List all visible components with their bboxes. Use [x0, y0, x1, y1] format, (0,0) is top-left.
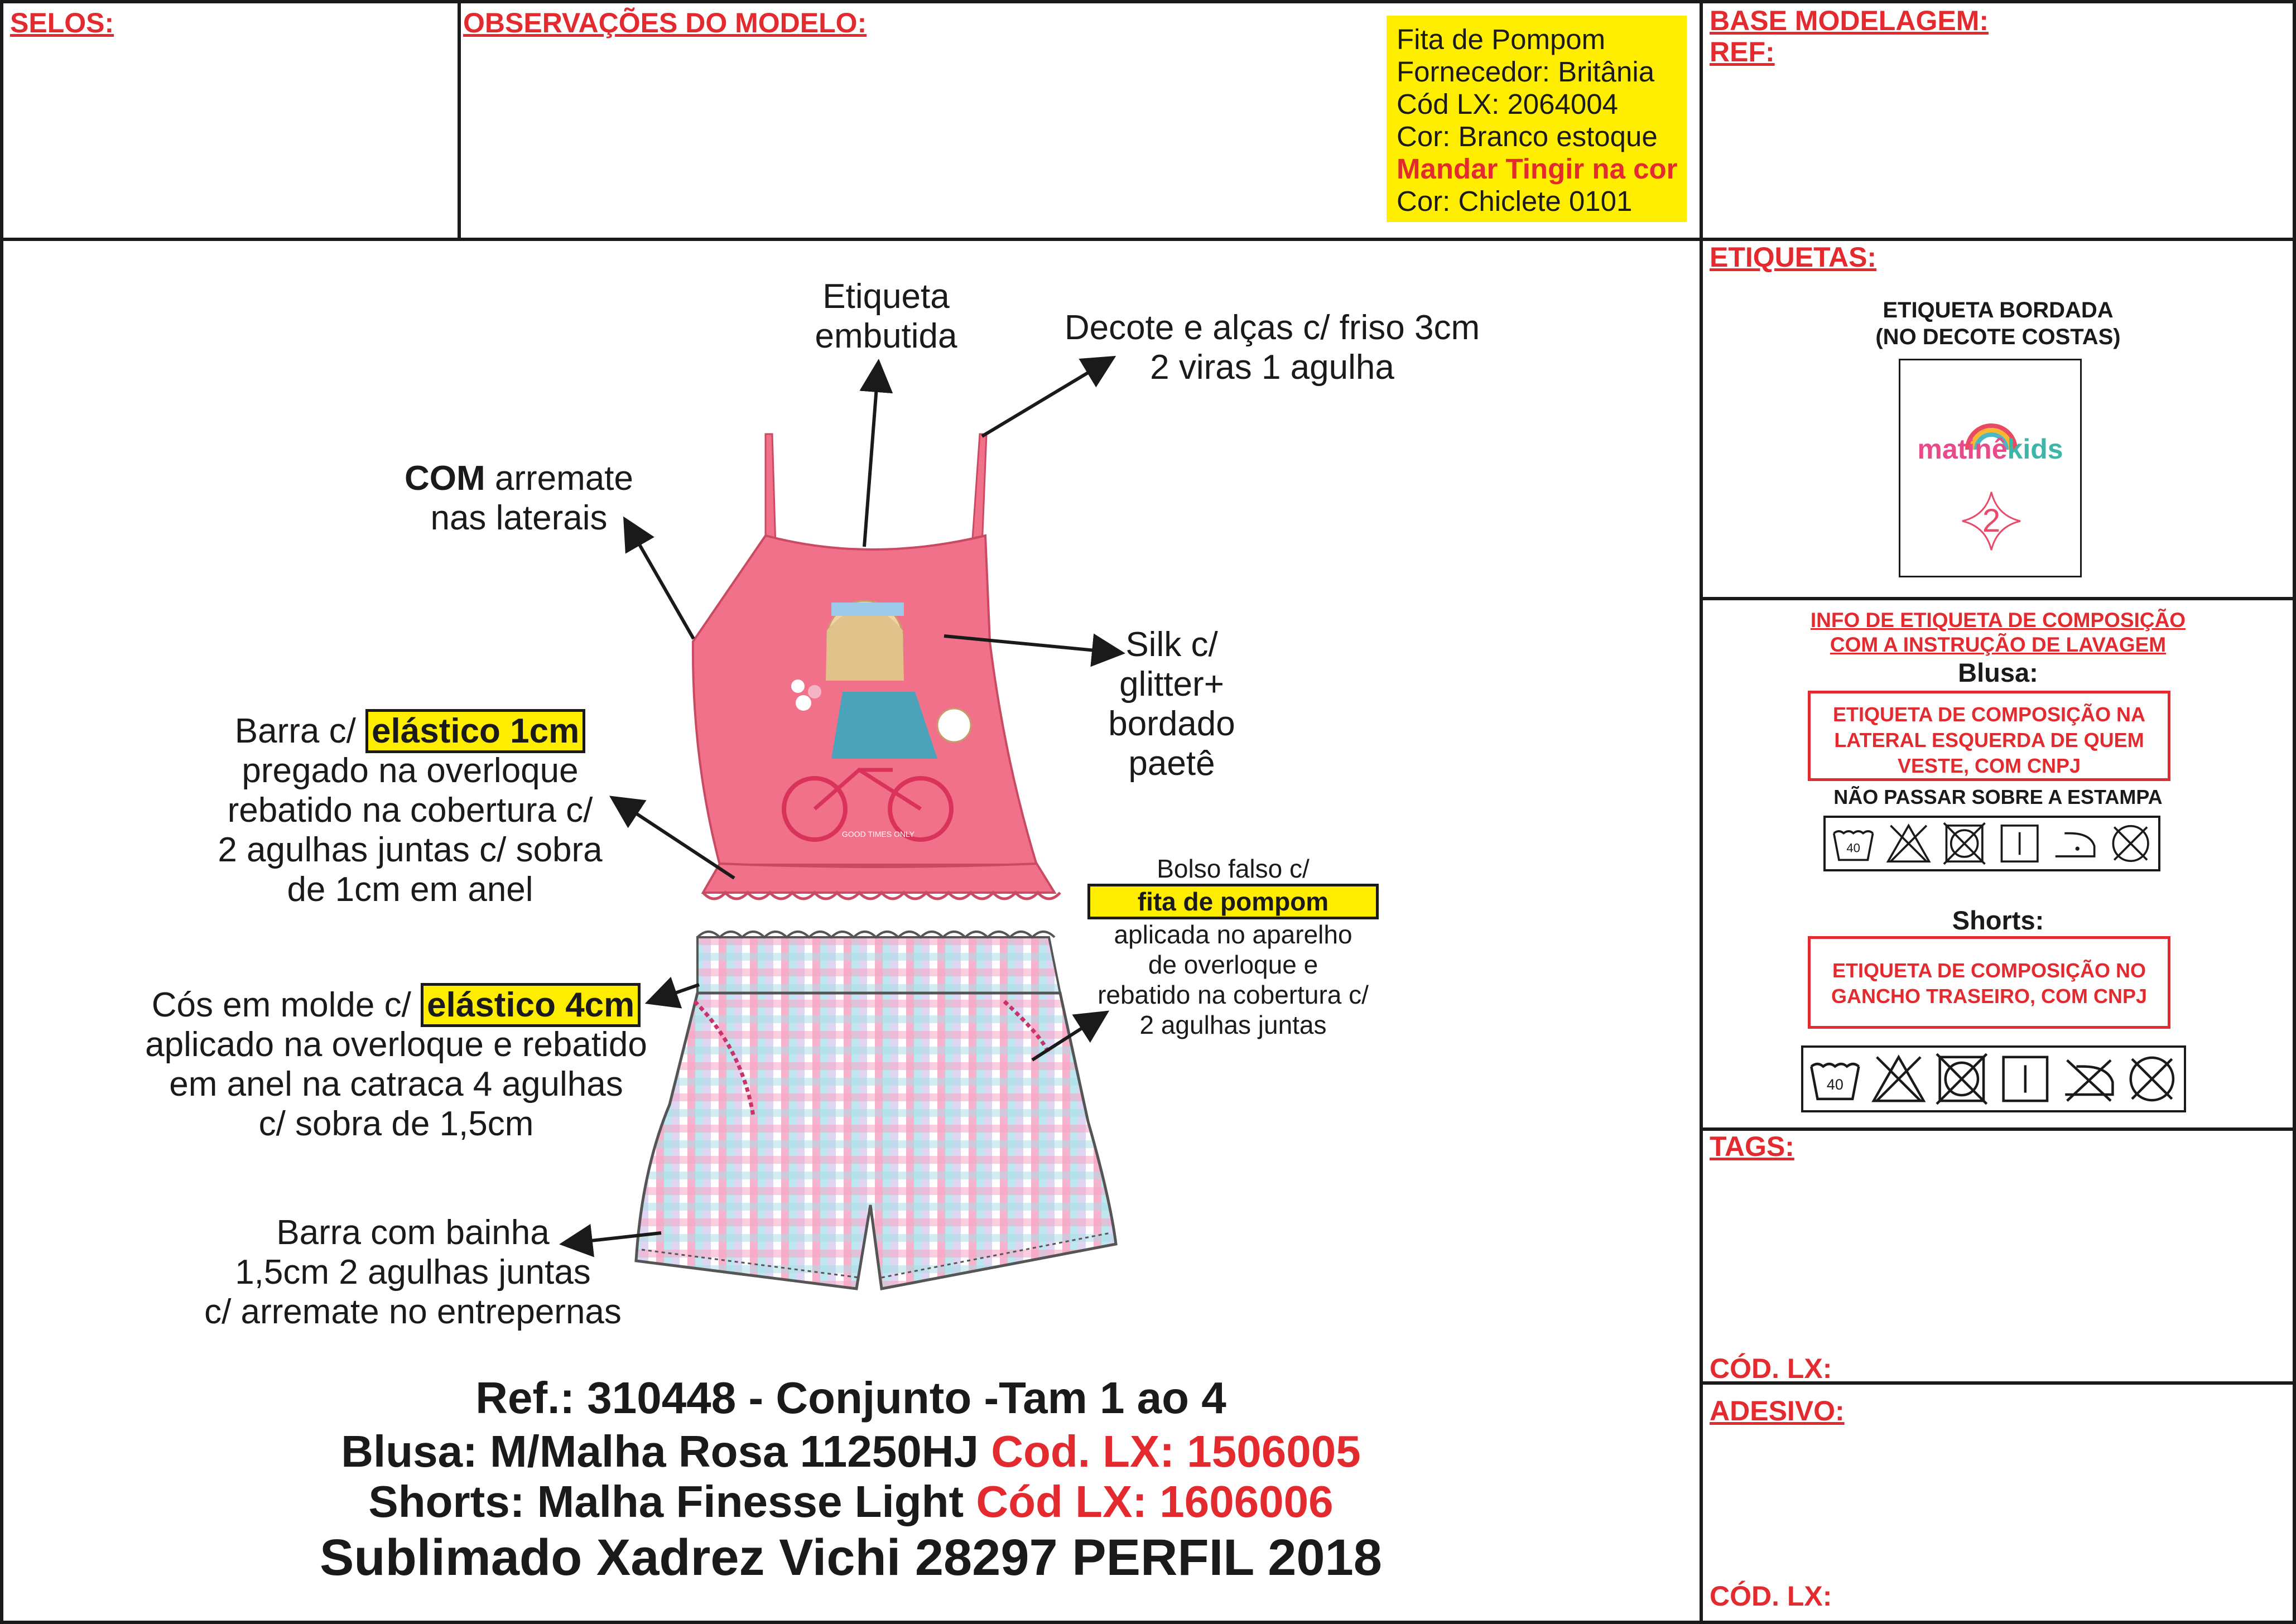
iron-low-icon: [2047, 818, 2102, 869]
ref-title: REF:: [1710, 36, 1775, 68]
callout-etiqueta-embutida: [802, 277, 970, 356]
footer-blusa: [0, 1426, 1702, 1477]
callout-highlight: fita de pompom: [1087, 884, 1379, 919]
wash-40-icon: [1803, 1048, 1867, 1110]
callout-barra-elastico: [190, 711, 630, 909]
callout-line: de 1cm em anel: [287, 870, 533, 909]
rbox-line: ETIQUETA DE COMPOSIÇÃO NO: [1832, 959, 2146, 982]
sidebar-tags-cell: [1700, 1127, 2296, 1385]
callout-line: c/ arremate no entrepernas: [204, 1293, 622, 1331]
blusa-composition-box: [1808, 691, 2170, 781]
callout-line: paetê: [1128, 744, 1215, 783]
callout-line: Etiqueta: [822, 277, 950, 316]
observacoes-title: OBSERVAÇÕES DO MODELO:: [463, 7, 867, 38]
callout-line: embutida: [815, 317, 957, 355]
callout-line: [190, 711, 630, 751]
note-line: Fita de Pompom: [1397, 23, 1606, 55]
callout-line: [128, 985, 664, 1025]
callout-line: Bolso falso c/: [1157, 854, 1310, 883]
svg-text:40: 40: [1826, 1076, 1843, 1093]
no-bleach-icon: [1881, 818, 1936, 869]
callout-text: Barra c/: [234, 712, 366, 750]
shorts-care-symbols: [1801, 1045, 2186, 1112]
callout-line: glitter+: [1119, 665, 1224, 703]
note-line: Cor: Branco estoque: [1397, 121, 1658, 152]
brand-logo-a: matinê: [1917, 433, 2008, 465]
label-line: ETIQUETA BORDADA: [1883, 298, 2114, 322]
adesivo-title: ADESIVO:: [1710, 1395, 1845, 1427]
callout-silk: [1094, 625, 1250, 783]
info-composicao-title: [1755, 608, 2241, 657]
callout-line: aplicado na overloque e rebatido: [145, 1025, 647, 1064]
callout-line: Barra com bainha: [276, 1213, 550, 1252]
callout-line: bordado: [1108, 705, 1235, 743]
adesivo-cod-lx: CÓD. LX:: [1710, 1580, 1832, 1612]
no-bleach-icon: [1867, 1048, 1931, 1110]
note-highlight: Mandar Tingir na cor: [1397, 153, 1678, 185]
brand-label: [1899, 359, 2082, 577]
callout-line: [385, 459, 653, 498]
callout-line: rebatido na cobertura c/: [227, 791, 593, 830]
callout-line: Silk c/: [1125, 625, 1218, 664]
callout-line: aplicada no aparelho: [1114, 920, 1352, 949]
callout-barra-bainha: [190, 1213, 636, 1332]
shorts: [636, 932, 1116, 1289]
brand-logo-b: kids: [2007, 433, 2063, 465]
callout-line: Decote e alças c/ friso 3cm: [1064, 309, 1480, 347]
callout-text: arremate: [485, 459, 633, 498]
note-line: Cód LX: 2064004: [1397, 88, 1618, 120]
footer-blusa-desc: Blusa: M/Malha Rosa 11250HJ: [341, 1427, 991, 1476]
callout-text: Cós em molde c/: [151, 986, 421, 1024]
callout-line: rebatido na cobertura c/: [1098, 980, 1369, 1009]
callout-highlight: elástico 1cm: [365, 709, 585, 753]
callout-line: nas laterais: [430, 499, 608, 537]
footer-shorts-code: Cód LX: 1606006: [976, 1477, 1334, 1526]
callout-decote: [1038, 308, 1506, 387]
blusa-label: Blusa:: [1958, 658, 2038, 687]
no-iron-icon: [2057, 1048, 2121, 1110]
footer-sublimado: Sublimado Xadrez Vichi 28297 PERFIL 2018: [320, 1529, 1382, 1586]
brand-logo: [1900, 433, 2080, 465]
nao-passar-label: NÃO PASSAR SOBRE A ESTAMPA: [1833, 786, 2163, 808]
footer-blusa-code: Cod. LX: 1506005: [991, 1427, 1361, 1476]
size-number: 2: [1982, 503, 2001, 539]
etiquetas-title: ETIQUETAS:: [1710, 242, 1877, 273]
footer-shorts-desc: Shorts: Malha Finesse Light: [368, 1477, 976, 1526]
svg-text:40: 40: [1846, 841, 1860, 855]
rbox-line: VESTE, COM CNPJ: [1897, 754, 2081, 777]
callout-line: c/ sobra de 1,5cm: [258, 1105, 534, 1143]
print-text: GOOD TIMES ONLY: [841, 830, 915, 838]
callout-highlight: elástico 4cm: [421, 983, 641, 1027]
selos-title: SELOS:: [10, 7, 114, 38]
tags-cod-lx: CÓD. LX:: [1710, 1353, 1832, 1384]
callout-bolso-falso: [1071, 854, 1395, 1040]
callout-line: em anel na catraca 4 agulhas: [169, 1065, 623, 1103]
callout-line: 2 viras 1 agulha: [1150, 348, 1394, 387]
base-modelagem-title: BASE MODELAGEM:: [1710, 5, 1989, 36]
no-tumble-dry-icon: [1937, 818, 1992, 869]
callout-line: de overloque e: [1148, 950, 1318, 979]
info-line: INFO DE ETIQUETA DE COMPOSIÇÃO: [1810, 609, 2186, 632]
etiqueta-bordada-label: [1755, 297, 2241, 350]
label-line: (NO DECOTE COSTAS): [1875, 325, 2121, 349]
callout-line: 2 agulhas juntas: [1139, 1010, 1327, 1039]
footer-ref: Ref.: 310448 - Conjunto -Tam 1 ao 4: [475, 1373, 1226, 1423]
callout-line: 2 agulhas juntas c/ sobra: [218, 831, 603, 869]
rbox-line: LATERAL ESQUERDA DE QUEM: [1834, 729, 2144, 751]
rbox-line: GANCHO TRASEIRO, COM CNPJ: [1831, 985, 2148, 1008]
callout-line: pregado na overloque: [242, 751, 579, 790]
note-line: Cor: Chiclete 0101: [1397, 185, 1633, 217]
callout-line: 1,5cm 2 agulhas juntas: [235, 1253, 591, 1292]
no-dry-clean-icon: [2120, 1048, 2184, 1110]
no-tumble-dry-icon: [1930, 1048, 1994, 1110]
rbox-line: ETIQUETA DE COMPOSIÇÃO NA: [1832, 703, 2146, 726]
shorts-label: Shorts:: [1952, 905, 2044, 935]
shorts-composition-box: [1808, 936, 2170, 1029]
no-dry-clean-icon: [2103, 818, 2158, 869]
wash-40-icon: [1826, 818, 1881, 869]
info-line: COM A INSTRUÇÃO DE LAVAGEM: [1830, 633, 2167, 656]
callout-line: [1071, 884, 1395, 919]
blusa-care-symbols: [1823, 816, 2160, 871]
note-line: Fornecedor: Britânia: [1397, 56, 1655, 88]
footer-shorts: [0, 1476, 1702, 1527]
line-dry-icon: [1994, 1048, 2057, 1110]
line-dry-icon: [1992, 818, 2047, 869]
callout-arremate: [385, 459, 653, 538]
callout-bold: COM: [405, 459, 485, 498]
tank-top: [693, 434, 1060, 899]
tags-title: TAGS:: [1710, 1131, 1794, 1162]
callout-cos: [128, 985, 664, 1144]
